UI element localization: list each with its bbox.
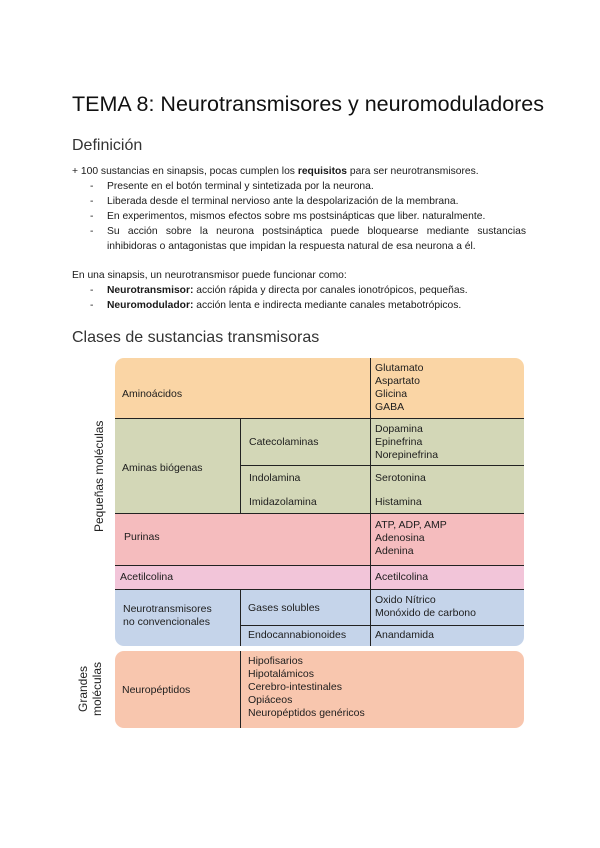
neuropeptidos-list: Hipofisarios Hipotalámicos Cerebro-intestinales Opiáceos Neuropéptidos genéricos (248, 655, 365, 719)
side-label-small-molecules: Pequeñas moléculas (92, 420, 106, 532)
role-item: - Neurotransmisor: acción rápida y directa por canales ionotrópicos, pequeñas. (90, 283, 468, 298)
indolamina-label: Indolamina (249, 472, 301, 484)
aminas-label: Aminas biógenas (122, 462, 203, 474)
purinas-label: Purinas (124, 531, 160, 543)
role-item: - Neuromodulador: acción lenta e indirecta mediante canales metabotrópicos. (90, 298, 468, 313)
endocannabinoides-label: Endocannabionoides (248, 629, 347, 641)
catecolaminas-list: Dopamina Epinefrina Norepinefrina (375, 423, 439, 461)
divider (115, 513, 524, 514)
gases-label: Gases solubles (248, 602, 320, 614)
divider (115, 589, 524, 590)
purinas-list: ATP, ADP, AMP Adenosina Adenina (375, 519, 447, 557)
divider (240, 465, 524, 466)
no-convencionales-label: Neurotransmisores no convencionales (123, 603, 212, 628)
catecolaminas-label: Catecolaminas (249, 436, 319, 448)
aminoacidos-label: Aminoácidos (122, 388, 183, 400)
classes-heading: Clases de sustancias transmisoras (72, 329, 320, 346)
page-title: TEMA 8: Neurotransmisores y neuromoduladores (72, 92, 545, 116)
divider (370, 358, 371, 646)
acetilcolina-item: Acetilcolina (375, 571, 429, 583)
divider (115, 565, 524, 566)
requirement-item: - En experimentos, mismos efectos sobre ms postsinápticas que liber. naturalmente. (90, 209, 526, 224)
divider (240, 625, 524, 626)
requirement-item: - Su acción sobre la neurona postsináptica puede bloquearse mediante sustancias inhibidoras o antagonistas que impidan la respuesta natural de esa neurona a él. (90, 224, 526, 254)
side-label-large-molecules: Grandes moléculas (76, 661, 104, 716)
requirement-item: - Presente en el botón terminal y sintetizada por la neurona. (90, 179, 526, 194)
definition-heading: Definición (72, 137, 143, 154)
indolamina-item: Serotonina (375, 472, 426, 484)
gases-list: Oxido Nítrico Monóxido de carbono (375, 594, 476, 619)
divider (240, 589, 241, 646)
aminoacidos-list: Glutamato Aspartato Glicina GABA (375, 362, 424, 413)
band-purinas (115, 513, 524, 565)
endocannabinoides-item: Anandamida (375, 629, 434, 641)
imidazolamina-label: Imidazolamina (249, 496, 317, 508)
band-acetilcolina (115, 565, 524, 589)
divider (240, 651, 241, 728)
synapse-intro: En una sinapsis, un neurotransmisor puede funcionar como: (72, 270, 347, 281)
requirement-item: - Liberada desde el terminal nervioso ante la despolarización de la membrana. (90, 194, 526, 209)
definition-intro: + 100 sustancias en sinapsis, pocas cumplen los requisitos para ser neurotransmisores. (72, 166, 479, 177)
requirements-list (90, 179, 526, 254)
neuropeptidos-label: Neuropéptidos (122, 684, 191, 696)
acetilcolina-label: Acetilcolina (120, 571, 174, 583)
roles-list (90, 283, 468, 313)
imidazolamina-item: Histamina (375, 496, 422, 508)
divider (115, 418, 524, 419)
